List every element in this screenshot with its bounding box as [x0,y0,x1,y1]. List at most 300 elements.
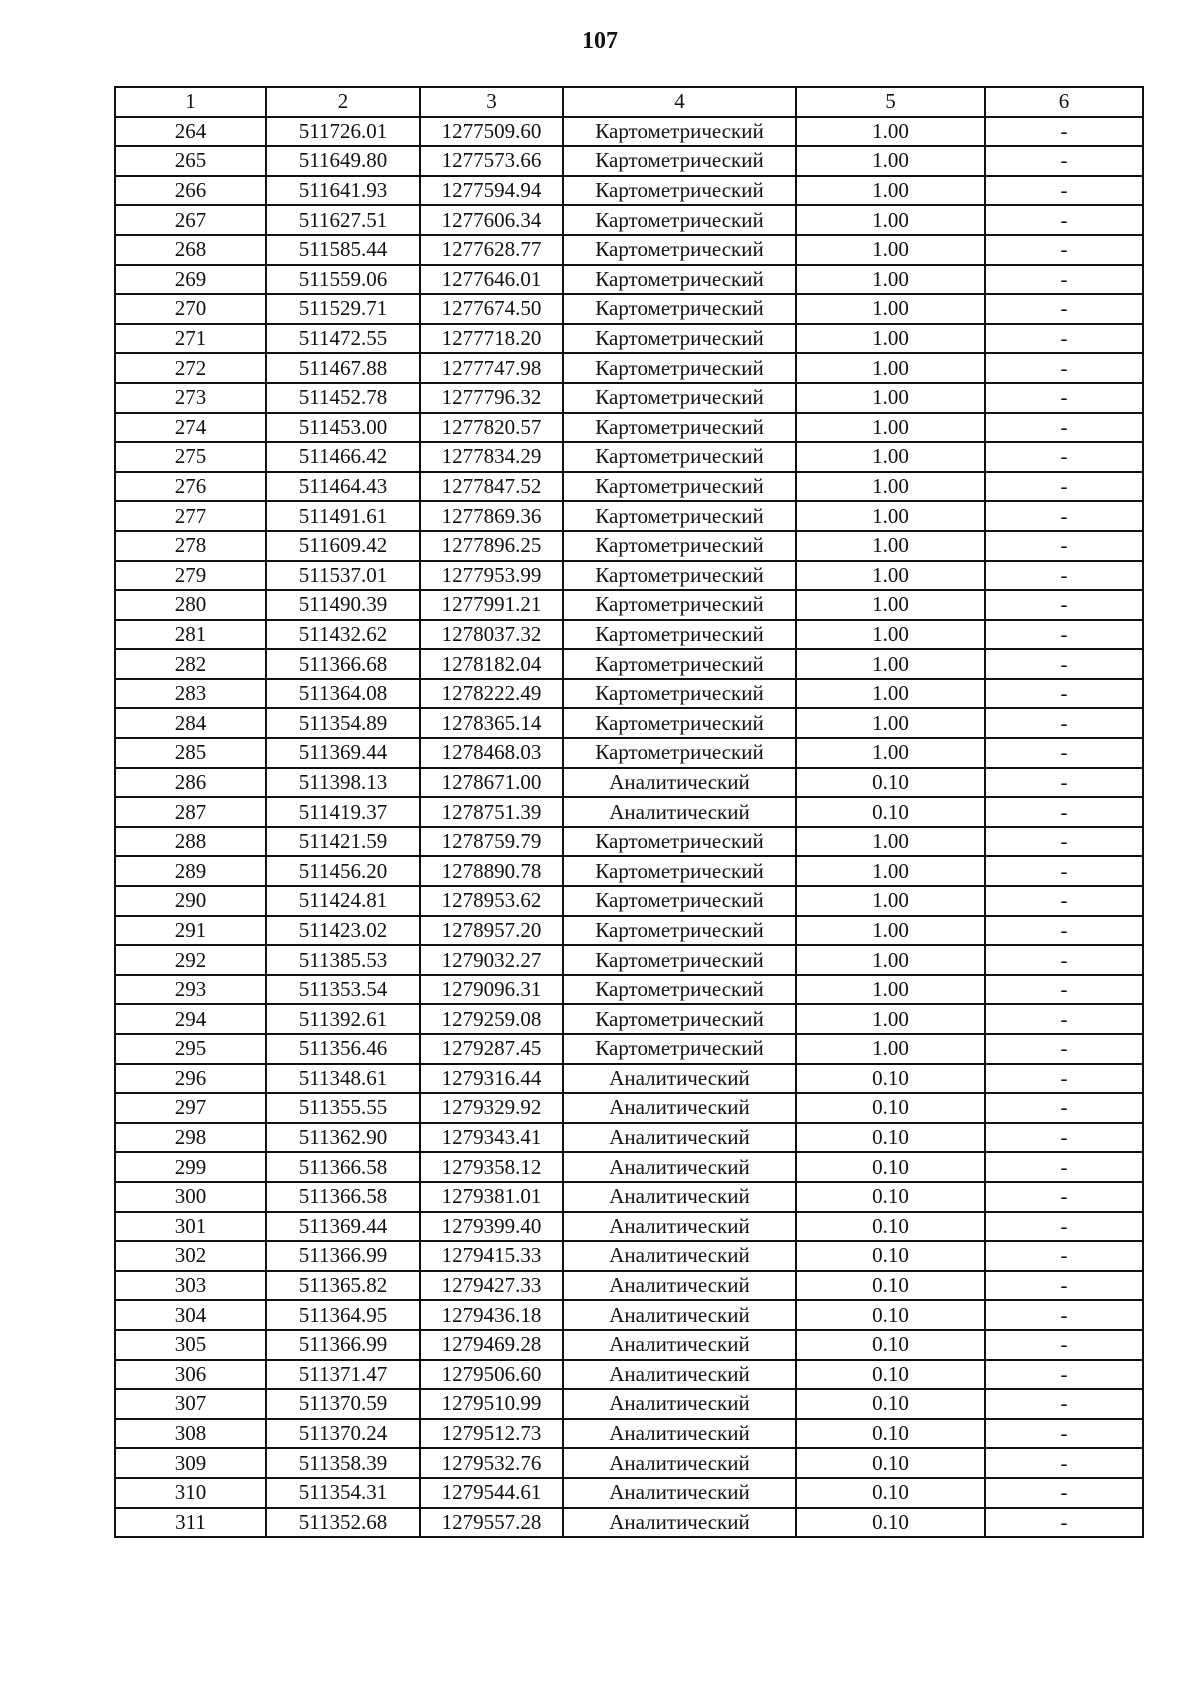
method-cell: Картометрический [563,413,796,443]
method-cell: Картометрический [563,649,796,679]
y-coordinate-cell: 1279532.76 [420,1448,563,1478]
method-cell: Картометрический [563,827,796,857]
y-coordinate-cell: 1279343.41 [420,1123,563,1153]
y-coordinate-cell: 1278890.78 [420,856,563,886]
method-cell: Картометрический [563,531,796,561]
point-number-cell: 309 [115,1448,266,1478]
point-number-cell: 310 [115,1478,266,1508]
accuracy-cell: 0.10 [796,1152,985,1182]
y-coordinate-cell: 1279287.45 [420,1034,563,1064]
accuracy-cell: 1.00 [796,235,985,265]
accuracy-cell: 1.00 [796,975,985,1005]
description-cell: - [985,146,1143,176]
y-coordinate-cell: 1279259.08 [420,1004,563,1034]
y-coordinate-cell: 1277509.60 [420,117,563,147]
accuracy-cell: 1.00 [796,649,985,679]
accuracy-cell: 1.00 [796,442,985,472]
description-cell: - [985,738,1143,768]
y-coordinate-cell: 1277628.77 [420,235,563,265]
table-row [115,1123,1143,1153]
method-cell: Картометрический [563,975,796,1005]
header-row [115,87,1143,117]
method-cell: Картометрический [563,442,796,472]
method-cell: Аналитический [563,768,796,798]
description-cell: - [985,1300,1143,1330]
point-number-cell: 284 [115,708,266,738]
table-row [115,383,1143,413]
point-number-cell: 300 [115,1182,266,1212]
point-number-cell: 304 [115,1300,266,1330]
table-row [115,472,1143,502]
point-number-cell: 295 [115,1034,266,1064]
table-row [115,916,1143,946]
table-row [115,1360,1143,1390]
description-cell: - [985,1271,1143,1301]
table-row [115,117,1143,147]
description-cell: - [985,1360,1143,1390]
x-coordinate-cell: 511392.61 [266,1004,420,1034]
accuracy-cell: 0.10 [796,1241,985,1271]
x-coordinate-cell: 511366.68 [266,649,420,679]
table-row [115,1271,1143,1301]
point-number-cell: 277 [115,501,266,531]
method-cell: Картометрический [563,561,796,591]
y-coordinate-cell: 1279415.33 [420,1241,563,1271]
x-coordinate-cell: 511354.31 [266,1478,420,1508]
x-coordinate-cell: 511627.51 [266,205,420,235]
method-cell: Картометрический [563,1004,796,1034]
method-cell: Картометрический [563,176,796,206]
description-cell: - [985,1241,1143,1271]
point-number-cell: 272 [115,353,266,383]
description-cell: - [985,1064,1143,1094]
method-cell: Аналитический [563,1300,796,1330]
x-coordinate-cell: 511365.82 [266,1271,420,1301]
accuracy-cell: 1.00 [796,590,985,620]
x-coordinate-cell: 511353.54 [266,975,420,1005]
y-coordinate-cell: 1278182.04 [420,649,563,679]
point-number-cell: 292 [115,945,266,975]
x-coordinate-cell: 511649.80 [266,146,420,176]
x-coordinate-cell: 511364.08 [266,679,420,709]
accuracy-cell: 1.00 [796,176,985,206]
table-body [115,117,1143,1538]
method-cell: Аналитический [563,1212,796,1242]
table-row [115,886,1143,916]
point-number-cell: 282 [115,649,266,679]
description-cell: - [985,117,1143,147]
x-coordinate-cell: 511398.13 [266,768,420,798]
x-coordinate-cell: 511432.62 [266,620,420,650]
y-coordinate-cell: 1279506.60 [420,1360,563,1390]
method-cell: Картометрический [563,353,796,383]
method-cell: Картометрический [563,117,796,147]
method-cell: Аналитический [563,1182,796,1212]
accuracy-cell: 1.00 [796,827,985,857]
accuracy-cell: 0.10 [796,1182,985,1212]
point-number-cell: 289 [115,856,266,886]
accuracy-cell: 1.00 [796,1004,985,1034]
method-cell: Картометрический [563,590,796,620]
accuracy-cell: 0.10 [796,1478,985,1508]
point-number-cell: 311 [115,1508,266,1538]
point-number-cell: 283 [115,679,266,709]
table-row [115,235,1143,265]
x-coordinate-cell: 511585.44 [266,235,420,265]
description-cell: - [985,413,1143,443]
x-coordinate-cell: 511419.37 [266,797,420,827]
table-row [115,1152,1143,1182]
accuracy-cell: 1.00 [796,916,985,946]
y-coordinate-cell: 1277718.20 [420,324,563,354]
point-number-cell: 286 [115,768,266,798]
y-coordinate-cell: 1277847.52 [420,472,563,502]
description-cell: - [985,1330,1143,1360]
x-coordinate-cell: 511464.43 [266,472,420,502]
column-header-6: 6 [985,87,1143,117]
column-header-1: 1 [115,87,266,117]
x-coordinate-cell: 511641.93 [266,176,420,206]
y-coordinate-cell: 1277834.29 [420,442,563,472]
accuracy-cell: 0.10 [796,1508,985,1538]
x-coordinate-cell: 511369.44 [266,1212,420,1242]
y-coordinate-cell: 1279436.18 [420,1300,563,1330]
table-row [115,1330,1143,1360]
y-coordinate-cell: 1278037.32 [420,620,563,650]
point-number-cell: 278 [115,531,266,561]
y-coordinate-cell: 1277896.25 [420,531,563,561]
accuracy-cell: 1.00 [796,1034,985,1064]
description-cell: - [985,1123,1143,1153]
table-row [115,531,1143,561]
x-coordinate-cell: 511348.61 [266,1064,420,1094]
x-coordinate-cell: 511366.58 [266,1152,420,1182]
x-coordinate-cell: 511370.59 [266,1389,420,1419]
point-number-cell: 269 [115,265,266,295]
accuracy-cell: 1.00 [796,679,985,709]
description-cell: - [985,916,1143,946]
table-row [115,501,1143,531]
y-coordinate-cell: 1279557.28 [420,1508,563,1538]
column-header-4: 4 [563,87,796,117]
method-cell: Картометрический [563,886,796,916]
table-row [115,945,1143,975]
table-row [115,176,1143,206]
description-cell: - [985,1478,1143,1508]
table-row [115,649,1143,679]
description-cell: - [985,945,1143,975]
method-cell: Аналитический [563,1271,796,1301]
point-number-cell: 266 [115,176,266,206]
method-cell: Аналитический [563,797,796,827]
description-cell: - [985,442,1143,472]
method-cell: Аналитический [563,1478,796,1508]
point-number-cell: 287 [115,797,266,827]
y-coordinate-cell: 1277991.21 [420,590,563,620]
method-cell: Аналитический [563,1093,796,1123]
x-coordinate-cell: 511352.68 [266,1508,420,1538]
point-number-cell: 275 [115,442,266,472]
table-row [115,294,1143,324]
method-cell: Картометрический [563,472,796,502]
table-row [115,1389,1143,1419]
description-cell: - [985,1389,1143,1419]
table-row [115,620,1143,650]
table-row [115,1034,1143,1064]
method-cell: Картометрический [563,146,796,176]
y-coordinate-cell: 1277573.66 [420,146,563,176]
x-coordinate-cell: 511467.88 [266,353,420,383]
y-coordinate-cell: 1277674.50 [420,294,563,324]
table-row [115,679,1143,709]
accuracy-cell: 1.00 [796,265,985,295]
accuracy-cell: 0.10 [796,1300,985,1330]
y-coordinate-cell: 1277953.99 [420,561,563,591]
accuracy-cell: 1.00 [796,294,985,324]
description-cell: - [985,768,1143,798]
table-row [115,1093,1143,1123]
x-coordinate-cell: 511452.78 [266,383,420,413]
description-cell: - [985,1182,1143,1212]
point-number-cell: 285 [115,738,266,768]
description-cell: - [985,1093,1143,1123]
y-coordinate-cell: 1278957.20 [420,916,563,946]
method-cell: Картометрический [563,501,796,531]
table-row [115,738,1143,768]
accuracy-cell: 0.10 [796,1389,985,1419]
y-coordinate-cell: 1277594.94 [420,176,563,206]
description-cell: - [985,324,1143,354]
table-row [115,1004,1143,1034]
x-coordinate-cell: 511366.99 [266,1241,420,1271]
x-coordinate-cell: 511358.39 [266,1448,420,1478]
point-number-cell: 288 [115,827,266,857]
accuracy-cell: 1.00 [796,856,985,886]
y-coordinate-cell: 1278751.39 [420,797,563,827]
x-coordinate-cell: 511609.42 [266,531,420,561]
x-coordinate-cell: 511366.58 [266,1182,420,1212]
table-row [115,1478,1143,1508]
x-coordinate-cell: 511355.55 [266,1093,420,1123]
point-number-cell: 306 [115,1360,266,1390]
method-cell: Картометрический [563,738,796,768]
description-cell: - [985,1448,1143,1478]
point-number-cell: 303 [115,1271,266,1301]
column-header-3: 3 [420,87,563,117]
method-cell: Картометрический [563,945,796,975]
accuracy-cell: 1.00 [796,472,985,502]
method-cell: Картометрический [563,235,796,265]
accuracy-cell: 0.10 [796,1123,985,1153]
accuracy-cell: 0.10 [796,1064,985,1094]
accuracy-cell: 1.00 [796,117,985,147]
column-header-5: 5 [796,87,985,117]
method-cell: Картометрический [563,265,796,295]
y-coordinate-cell: 1278365.14 [420,708,563,738]
description-cell: - [985,1508,1143,1538]
y-coordinate-cell: 1279329.92 [420,1093,563,1123]
point-number-cell: 273 [115,383,266,413]
accuracy-cell: 1.00 [796,886,985,916]
x-coordinate-cell: 511537.01 [266,561,420,591]
y-coordinate-cell: 1279512.73 [420,1419,563,1449]
accuracy-cell: 0.10 [796,1360,985,1390]
x-coordinate-cell: 511369.44 [266,738,420,768]
description-cell: - [985,708,1143,738]
table-row [115,1212,1143,1242]
y-coordinate-cell: 1277606.34 [420,205,563,235]
table-row [115,1064,1143,1094]
point-number-cell: 274 [115,413,266,443]
description-cell: - [985,620,1143,650]
method-cell: Картометрический [563,205,796,235]
point-number-cell: 294 [115,1004,266,1034]
method-cell: Картометрический [563,294,796,324]
point-number-cell: 301 [115,1212,266,1242]
table-row [115,442,1143,472]
x-coordinate-cell: 511370.24 [266,1419,420,1449]
point-number-cell: 299 [115,1152,266,1182]
table-row [115,827,1143,857]
y-coordinate-cell: 1278953.62 [420,886,563,916]
accuracy-cell: 1.00 [796,383,985,413]
table-row [115,1419,1143,1449]
x-coordinate-cell: 511453.00 [266,413,420,443]
point-number-cell: 290 [115,886,266,916]
description-cell: - [985,265,1143,295]
x-coordinate-cell: 511424.81 [266,886,420,916]
x-coordinate-cell: 511423.02 [266,916,420,946]
table-row [115,708,1143,738]
table-row [115,561,1143,591]
method-cell: Картометрический [563,620,796,650]
accuracy-cell: 1.00 [796,561,985,591]
y-coordinate-cell: 1278759.79 [420,827,563,857]
y-coordinate-cell: 1278222.49 [420,679,563,709]
point-number-cell: 308 [115,1419,266,1449]
method-cell: Картометрический [563,383,796,413]
y-coordinate-cell: 1279469.28 [420,1330,563,1360]
table-row [115,324,1143,354]
point-number-cell: 296 [115,1064,266,1094]
method-cell: Аналитический [563,1241,796,1271]
point-number-cell: 298 [115,1123,266,1153]
table-row [115,413,1143,443]
method-cell: Картометрический [563,856,796,886]
accuracy-cell: 0.10 [796,797,985,827]
accuracy-cell: 1.00 [796,620,985,650]
description-cell: - [985,590,1143,620]
method-cell: Аналитический [563,1330,796,1360]
y-coordinate-cell: 1278671.00 [420,768,563,798]
point-number-cell: 271 [115,324,266,354]
point-number-cell: 291 [115,916,266,946]
method-cell: Картометрический [563,679,796,709]
accuracy-cell: 0.10 [796,768,985,798]
description-cell: - [985,472,1143,502]
point-number-cell: 293 [115,975,266,1005]
y-coordinate-cell: 1279510.99 [420,1389,563,1419]
method-cell: Аналитический [563,1389,796,1419]
y-coordinate-cell: 1277869.36 [420,501,563,531]
x-coordinate-cell: 511385.53 [266,945,420,975]
table-row [115,205,1143,235]
accuracy-cell: 0.10 [796,1212,985,1242]
y-coordinate-cell: 1279316.44 [420,1064,563,1094]
point-number-cell: 267 [115,205,266,235]
accuracy-cell: 1.00 [796,353,985,383]
description-cell: - [985,294,1143,324]
table-row [115,146,1143,176]
point-number-cell: 281 [115,620,266,650]
point-number-cell: 265 [115,146,266,176]
table-row [115,797,1143,827]
point-number-cell: 264 [115,117,266,147]
x-coordinate-cell: 511364.95 [266,1300,420,1330]
table-row [115,856,1143,886]
column-header-2: 2 [266,87,420,117]
y-coordinate-cell: 1277747.98 [420,353,563,383]
accuracy-cell: 0.10 [796,1330,985,1360]
method-cell: Аналитический [563,1508,796,1538]
table-row [115,1182,1143,1212]
table-row [115,265,1143,295]
y-coordinate-cell: 1277820.57 [420,413,563,443]
accuracy-cell: 0.10 [796,1419,985,1449]
accuracy-cell: 1.00 [796,501,985,531]
method-cell: Картометрический [563,1034,796,1064]
y-coordinate-cell: 1279544.61 [420,1478,563,1508]
x-coordinate-cell: 511371.47 [266,1360,420,1390]
description-cell: - [985,383,1143,413]
accuracy-cell: 1.00 [796,205,985,235]
y-coordinate-cell: 1278468.03 [420,738,563,768]
description-cell: - [985,235,1143,265]
accuracy-cell: 1.00 [796,945,985,975]
table-row [115,590,1143,620]
x-coordinate-cell: 511421.59 [266,827,420,857]
method-cell: Картометрический [563,916,796,946]
description-cell: - [985,353,1143,383]
method-cell: Аналитический [563,1419,796,1449]
x-coordinate-cell: 511354.89 [266,708,420,738]
description-cell: - [985,176,1143,206]
x-coordinate-cell: 511726.01 [266,117,420,147]
coordinates-table [114,86,1144,1538]
point-number-cell: 276 [115,472,266,502]
accuracy-cell: 1.00 [796,738,985,768]
description-cell: - [985,1004,1143,1034]
table-row [115,1241,1143,1271]
description-cell: - [985,797,1143,827]
x-coordinate-cell: 511490.39 [266,590,420,620]
point-number-cell: 268 [115,235,266,265]
accuracy-cell: 1.00 [796,413,985,443]
description-cell: - [985,975,1143,1005]
description-cell: - [985,1034,1143,1064]
y-coordinate-cell: 1279399.40 [420,1212,563,1242]
table-row [115,975,1143,1005]
description-cell: - [985,827,1143,857]
description-cell: - [985,561,1143,591]
method-cell: Аналитический [563,1152,796,1182]
y-coordinate-cell: 1279032.27 [420,945,563,975]
x-coordinate-cell: 511559.06 [266,265,420,295]
point-number-cell: 307 [115,1389,266,1419]
table-row [115,1448,1143,1478]
y-coordinate-cell: 1277796.32 [420,383,563,413]
x-coordinate-cell: 511356.46 [266,1034,420,1064]
